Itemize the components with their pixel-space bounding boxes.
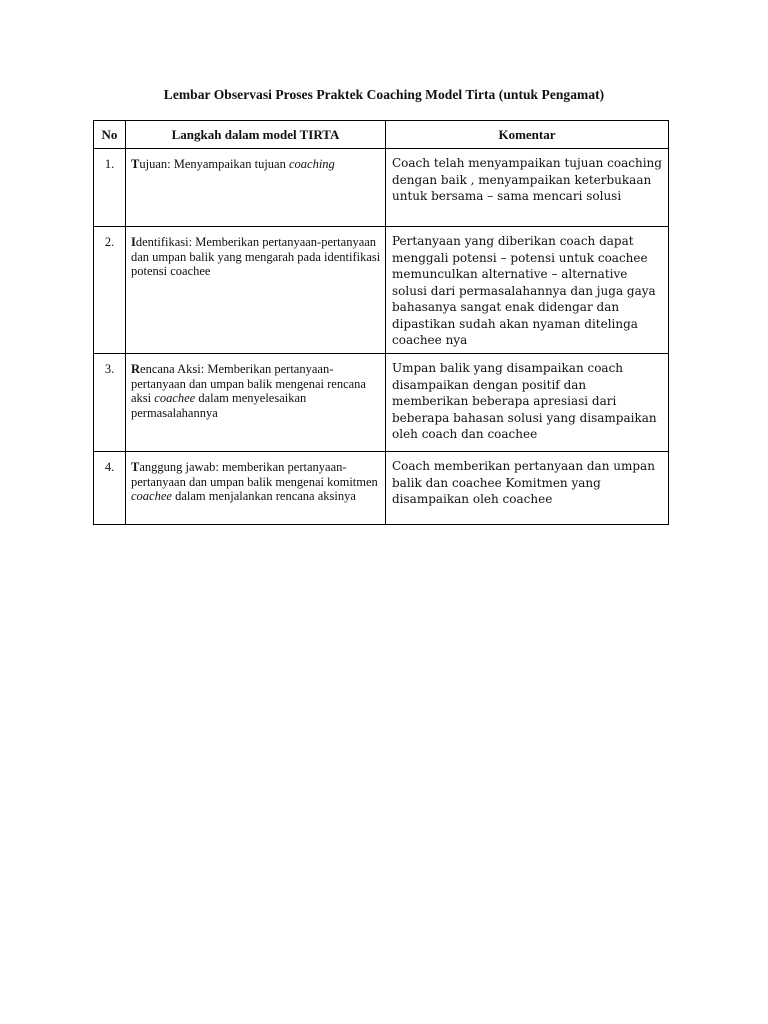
step-text: anggung jawab: memberikan pertanyaan-pertanyaan dan umpan balik mengenai komitmen <box>131 460 378 489</box>
step-text: encana Aksi: Memberikan pertanyaan-pertanyaan dan umpan balik mengenai rencana aksi <box>131 362 366 406</box>
step-initial: R <box>131 362 141 376</box>
row-number: 1. <box>94 149 126 227</box>
step-cell <box>126 452 386 525</box>
table-header-row <box>94 121 669 149</box>
comment-cell: Pertanyaan yang diberikan coach dapat menggali potensi – potensi untuk coachee memunculkan alternative – alternative solusi dari permasalahannya dan juga gaya bahasanya sangat enak didengar dan dipastikan sudah akan nyaman ditelinga coachee nya <box>386 227 669 354</box>
step-cell <box>126 227 386 354</box>
document-title: Lembar Observasi Proses Praktek Coaching Model Tirta (untuk Pengamat) <box>163 87 605 102</box>
step-tail: dalam menjalankan rencana aksinya <box>171 489 356 504</box>
step-tail: dalam menyelesaikan permasalahannya <box>131 391 307 420</box>
table-row <box>94 149 669 227</box>
table-row <box>94 354 669 452</box>
step-text: ujuan: Menyampaikan tujuan <box>139 157 289 171</box>
observation-table <box>93 120 669 525</box>
comment-cell: Coach memberikan pertanyaan dan umpan balik dan coachee Komitmen yang disampaikan oleh coachee <box>386 452 669 525</box>
header-no: No <box>94 121 126 149</box>
step-italic: coaching <box>288 157 335 171</box>
step-text: dentifikasi: Memberikan pertanyaan-pertanyaan dan umpan balik yang mengarah pada identifikasi potensi coachee <box>131 235 381 279</box>
row-number: 4. <box>94 452 126 525</box>
step-initial: T <box>131 157 140 171</box>
row-number: 2. <box>94 227 126 354</box>
comment-cell: Coach telah menyampaikan tujuan coaching dengan baik , menyampaikan keterbukaan untuk bersama – sama mencari solusi <box>386 149 669 227</box>
step-initial: T <box>131 460 140 474</box>
step-italic: coachee <box>154 391 196 406</box>
comment-cell: Umpan balik yang disampaikan coach disampaikan dengan positif dan memberikan beberapa apresiasi dari beberapa bahasan solusi yang disampaikan oleh coach dan coachee <box>386 354 669 452</box>
step-italic: coachee <box>131 489 172 504</box>
step-cell <box>126 149 386 227</box>
table-row <box>94 452 669 525</box>
row-number: 3. <box>94 354 126 452</box>
header-step: Langkah dalam model TIRTA <box>126 121 386 149</box>
step-cell <box>126 354 386 452</box>
step-initial: I <box>131 235 136 249</box>
table-row <box>94 227 669 354</box>
header-comment: Komentar <box>386 121 669 149</box>
